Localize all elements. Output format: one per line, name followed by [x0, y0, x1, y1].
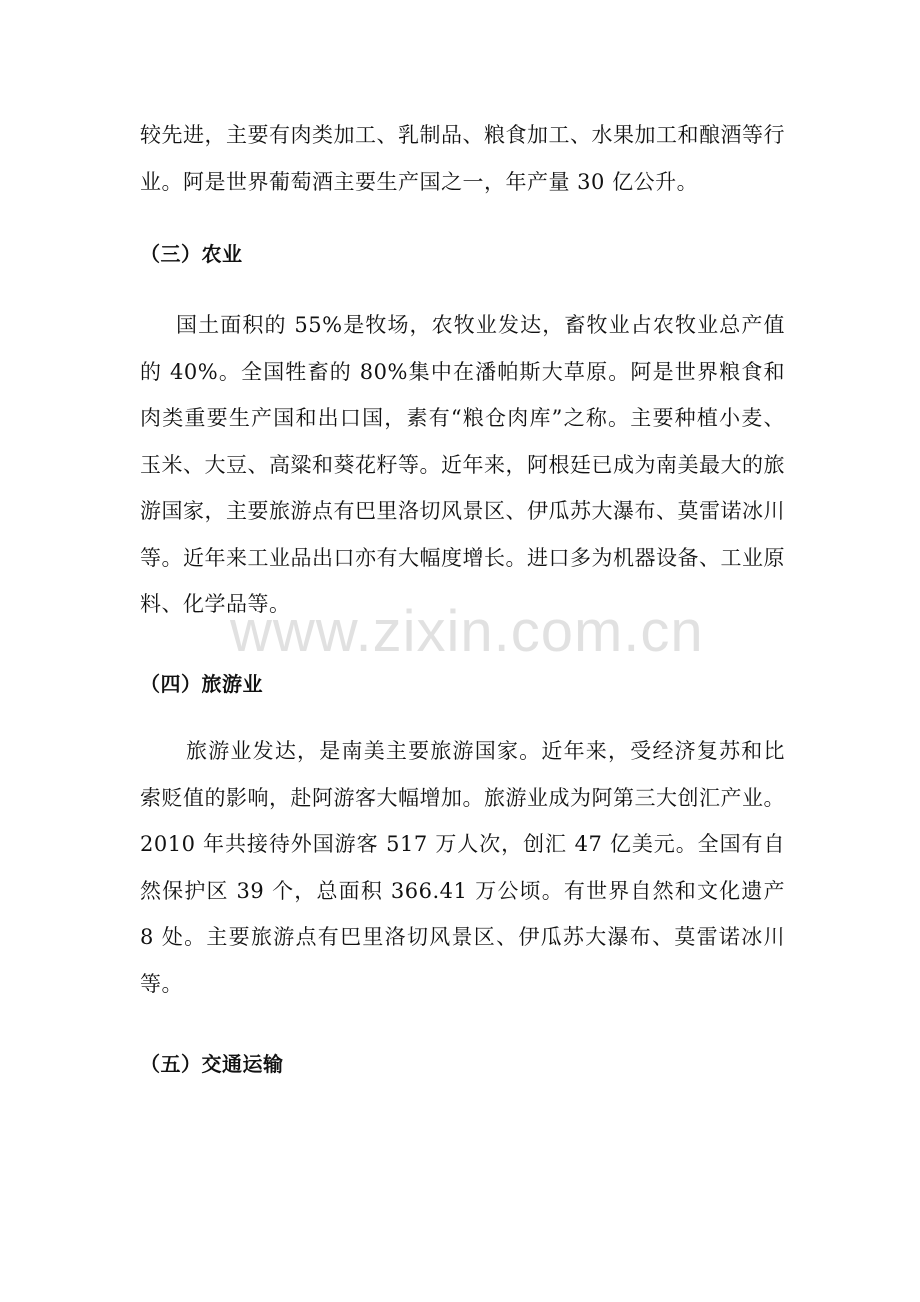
paragraph-agriculture: 国土面积的 55%是牧场，农牧业发达，畜牧业占农牧业总产值的 40%。全国牲畜的 80%集中在潘帕斯大草原。阿是世界粮食和肉类重要生产国和出口国，素有“粮仓肉库”之称。主要种植小麦、玉米、大豆、高粱和葵花籽等。近年来，阿根廷已成为南美最大的旅游国家，主要旅游点有巴里洛切风景区、伊瓜苏大瀑布、莫雷诺冰川等。近年来工业品出口亦有大幅度增长。进口多为机器设备、工业原料、化学品等。 — [140, 313, 785, 616]
heading-tourism: （四）旅游业 — [140, 672, 263, 696]
heading-transport: （五）交通运输 — [140, 1052, 284, 1076]
paragraph-tourism: 旅游业发达，是南美主要旅游国家。近年来，受经济复苏和比索贬值的影响，赴阿游客大幅增加。旅游业成为阿第三大创汇产业。2010 年共接待外国游客 517 万人次，创汇 47 亿美元。全国有自然保护区 39 个，总面积 366.41 万公顷。有世界自然和文化遗产 8 处。主要旅游点有巴里洛切风景区、伊瓜苏大瀑布、莫雷诺冰川等。 — [140, 739, 785, 996]
heading-agriculture: （三）农业 — [140, 242, 243, 266]
watermark-text: www.zixin.com.cn — [230, 599, 704, 664]
paragraph-intro: 较先进，主要有肉类加工、乳制品、粮食加工、水果加工和酿酒等行业。阿是世界葡萄酒主要生产国之一，年产量 30 亿公升。 — [140, 123, 785, 194]
